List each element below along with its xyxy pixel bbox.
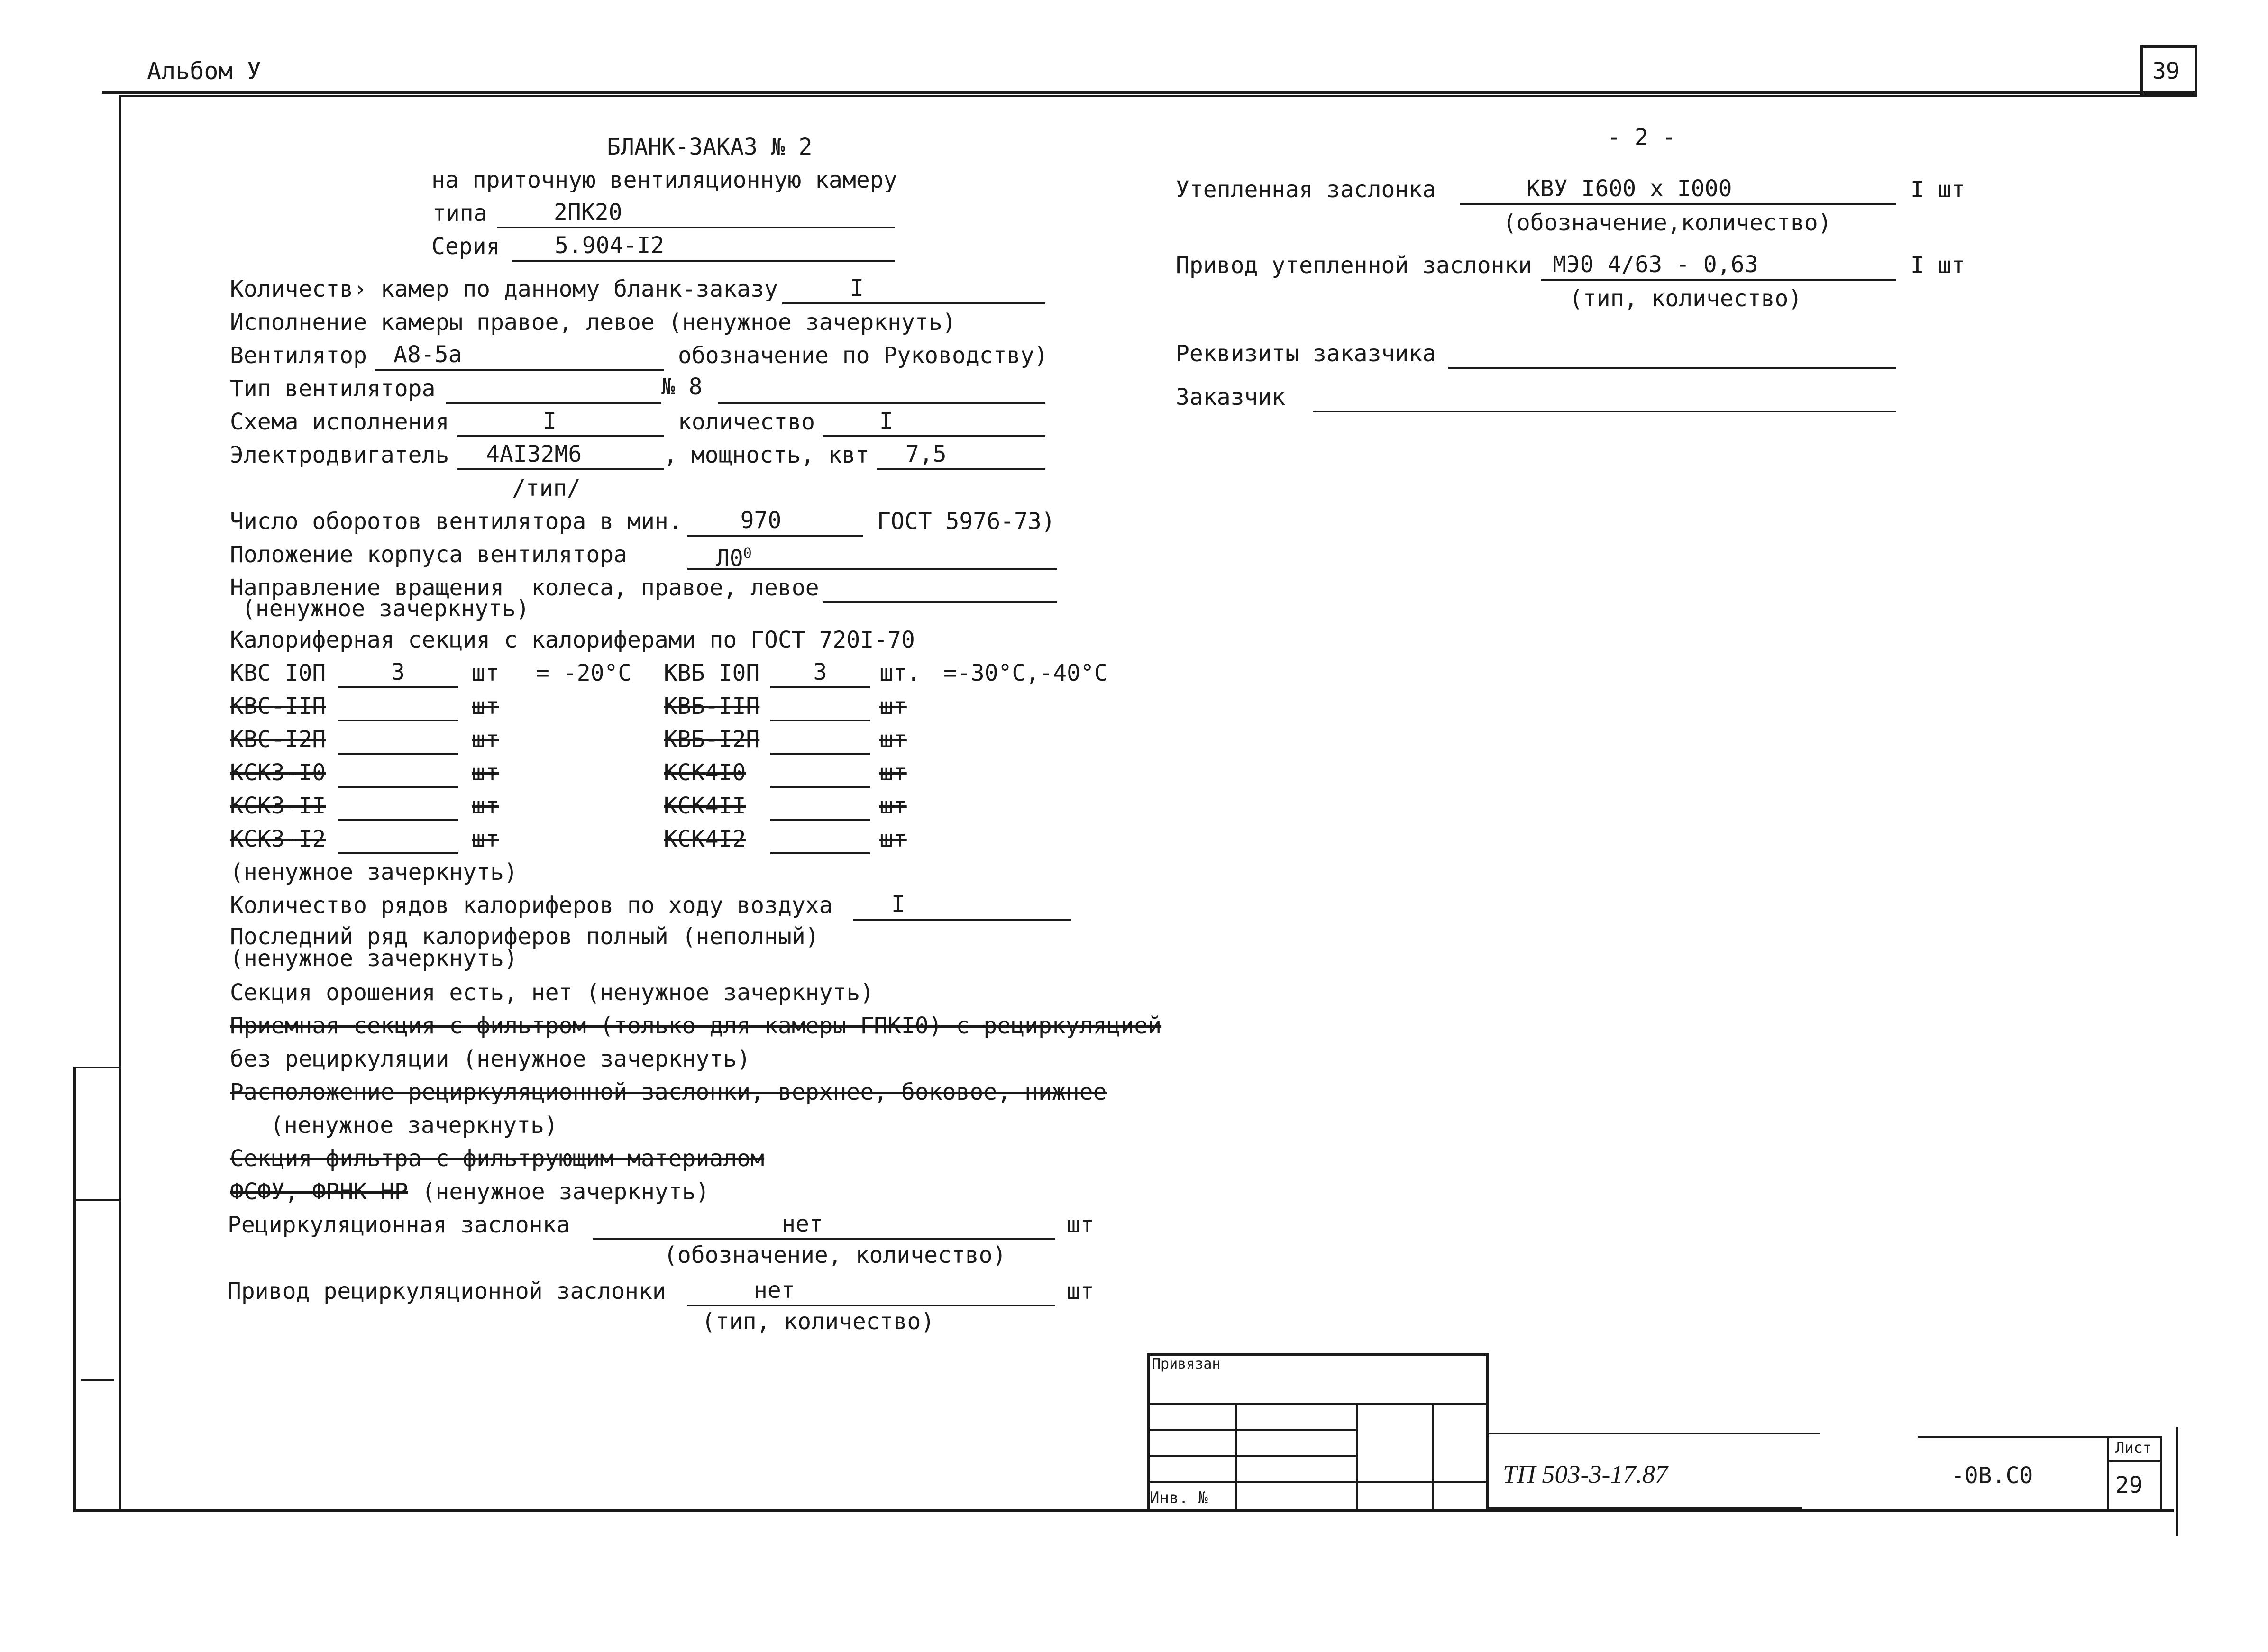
- rpm-field: [687, 507, 863, 537]
- series-field: [512, 232, 895, 262]
- fan-type-field-1: [446, 374, 661, 404]
- damper-caption: (обозначение,количество): [1503, 210, 1832, 236]
- heater-left-unit: шт: [472, 759, 499, 786]
- rpm-label: Число оборотов вентилятора в мин.: [230, 508, 682, 535]
- damper-unit: I шт: [1911, 176, 1966, 203]
- heater-right-name: КВБ I0П: [664, 660, 760, 686]
- binding-strip-tick-3: [81, 1379, 114, 1381]
- scheme-qty-value: I: [879, 408, 893, 434]
- heater-left-name: КВС I0П: [230, 660, 326, 686]
- recirc-drive-field: [687, 1277, 1055, 1306]
- housing-value: Л0: [716, 545, 743, 572]
- filter-line-2: [230, 1178, 709, 1205]
- recirc-drive-unit: шт: [1067, 1278, 1094, 1305]
- qty-field: [782, 275, 1045, 304]
- fan-label: Вентилятор: [230, 342, 367, 369]
- heater-left-unit: шт: [472, 726, 499, 753]
- motor-value: 4АI32М6: [486, 441, 582, 467]
- intake-struck-line: Приемная секция с фильтром (только для камеры ГПКI0) с рециркуляцией: [230, 1013, 1162, 1039]
- placement-struck-line: Расположение рециркуляционной заслонки, верхнее, боковое, нижнее: [230, 1079, 1107, 1105]
- heater-left-field: [338, 725, 458, 755]
- heater-label: Калориферная секция с калориферами по ГОСТ 720I-70: [230, 627, 915, 653]
- fan-note: обозначение по Руководству): [678, 342, 1048, 369]
- binding-strip-tick-2: [73, 1199, 121, 1201]
- heater-left-field: [338, 692, 458, 721]
- housing-field: [687, 540, 1057, 570]
- heater-right-field: [770, 792, 870, 821]
- stamp-vline-3: [1432, 1403, 1434, 1511]
- heater-right-unit: шт: [879, 726, 907, 753]
- page2-number: - 2 -: [1607, 124, 1676, 151]
- filter-line-2-struck: ФСФУ, ФРНК НР: [230, 1178, 408, 1205]
- rpm-value: 970: [740, 507, 782, 534]
- motor-type-caption: /тип/: [512, 475, 581, 502]
- irrigation-line: Секция орошения есть, нет (ненужное зачеркнуть): [230, 979, 874, 1006]
- heater-right-field: [770, 758, 870, 788]
- heater-left-name: КВС-I2П: [230, 726, 326, 753]
- drive-unit: I шт: [1911, 252, 1966, 279]
- binding-strip-vertical: [73, 1067, 76, 1512]
- stamp-vline-2: [1356, 1403, 1358, 1511]
- sheet-label: Лист: [2115, 1439, 2152, 1457]
- heater-left-unit: шт: [472, 693, 499, 720]
- code-lower-line: [1489, 1507, 1802, 1509]
- last-row-note: (ненужное зачеркнуть): [230, 945, 518, 972]
- placement-note: (ненужное зачеркнуть): [270, 1112, 558, 1139]
- heater-left-value: 3: [391, 659, 405, 685]
- filter-line-2-note: (ненужное зачеркнуть): [408, 1178, 710, 1205]
- heater-left-name: КСКЗ-II: [230, 793, 326, 819]
- recirc-unit: шт: [1067, 1212, 1094, 1238]
- motor-field: [457, 441, 664, 470]
- album-label: Альбом У: [147, 57, 261, 85]
- heater-left-name: КСКЗ-I2: [230, 826, 326, 852]
- stamp-attached: Привязан: [1152, 1356, 1221, 1372]
- sheet-box-divider: [2107, 1460, 2162, 1462]
- damper-value: КВУ I600 х I000: [1527, 175, 1732, 202]
- heater-right-unit: шт: [879, 793, 907, 819]
- rows-field: [853, 891, 1071, 921]
- fan-type-label: Тип вентилятора: [230, 375, 436, 402]
- heater-right-unit: шт.: [879, 660, 921, 686]
- binding-strip-tick-1: [73, 1067, 121, 1068]
- heater-right-name: КСК4II: [664, 793, 746, 819]
- heater-right-value: 3: [813, 659, 827, 685]
- qty-value: I: [850, 275, 864, 301]
- heater-right-field: [770, 825, 870, 854]
- qty-label: Количеств› камер по данному бланк-заказу: [230, 276, 778, 302]
- heater-left-field: [338, 659, 458, 688]
- customer-field: [1313, 383, 1896, 412]
- heater-right-unit: шт: [879, 759, 907, 786]
- series-value: 5.904-I2: [555, 232, 665, 259]
- recirc-field: [593, 1211, 1055, 1240]
- temp-left: = -20°С: [536, 660, 632, 686]
- frame-top-line: [119, 95, 2197, 97]
- type-value: 2ПК20: [554, 199, 622, 226]
- rows-value: I: [891, 891, 905, 918]
- damper-label: Утепленная заслонка: [1176, 176, 1436, 203]
- recirc-caption: (обозначение, количество): [664, 1242, 1006, 1269]
- fan-type-field-2: [718, 374, 1045, 404]
- customer-label: Заказчик: [1176, 384, 1286, 411]
- drive-field: [1541, 251, 1896, 281]
- heater-left-field: [338, 792, 458, 821]
- form-title: БЛАНК-ЗАКАЗ № 2: [607, 134, 813, 160]
- stamp-hline-1: [1147, 1403, 1489, 1405]
- recirc-drive-caption: (тип, количество): [702, 1308, 935, 1335]
- heater-right-name: КСК4I2: [664, 826, 746, 852]
- series-label: Серия: [431, 233, 500, 260]
- code-upper-line: [1489, 1433, 1820, 1434]
- stamp-vline-1: [1235, 1403, 1237, 1511]
- heater-left-unit: шт: [472, 660, 499, 686]
- execution-line: Исполнение камеры правое, левое (ненужное зачеркнуть): [230, 309, 956, 336]
- recirc-label: Рециркуляционная заслонка: [228, 1212, 570, 1238]
- heater-left-unit: шт: [472, 826, 499, 852]
- rotation-label: Направление вращения колеса, правое, левое: [230, 575, 819, 601]
- type-field: [497, 199, 895, 228]
- rpm-gost: ГОСТ 5976-73): [877, 508, 1055, 535]
- last-row-line: Последний ряд калориферов полный (неполный): [230, 923, 819, 950]
- motor-power-field: [877, 441, 1045, 470]
- rows-label: Количество рядов калориферов по ходу воздуха: [230, 892, 833, 919]
- housing-label: Положение корпуса вентилятора: [230, 541, 628, 568]
- recirc-drive-label: Привод рециркуляционной заслонки: [228, 1278, 666, 1305]
- motor-power-value: 7,5: [905, 441, 947, 467]
- sheet-value: 29: [2115, 1472, 2143, 1498]
- scheme-qty-label: количество: [678, 409, 815, 435]
- rotation-note: (ненужное зачеркнуть): [242, 595, 530, 622]
- frame-right-tick: [2176, 1427, 2178, 1536]
- heater-right-name: КВБ-IIП: [664, 693, 760, 720]
- drive-label: Привод утепленной заслонки: [1176, 252, 1532, 279]
- requisites-label: Реквизиты заказчика: [1176, 340, 1436, 367]
- stamp-suffix: -0В.С0: [1951, 1462, 2033, 1489]
- stamp-inv: Инв. №: [1150, 1488, 1208, 1507]
- housing-degree: 0: [743, 545, 752, 562]
- stamp-hline-4: [1147, 1481, 1489, 1483]
- motor-power-label: , мощность, квт: [664, 442, 869, 468]
- heater-left-name: КВС-IIП: [230, 693, 326, 720]
- motor-label: Электродвигатель: [230, 442, 449, 468]
- scheme-field: [457, 408, 664, 437]
- damper-field: [1460, 175, 1896, 205]
- top-border-line: [102, 91, 2197, 94]
- fan-value: А8-5а: [393, 341, 462, 368]
- heater-right-field: [770, 659, 870, 688]
- heater-left-field: [338, 758, 458, 788]
- heater-left-name: КСКЗ-I0: [230, 759, 326, 786]
- scheme-qty-field: [823, 408, 1045, 437]
- heater-right-name: КСК4I0: [664, 759, 746, 786]
- requisites-field: [1448, 339, 1896, 369]
- stamp-code: ТП 503-3-17.87: [1503, 1460, 1668, 1488]
- stamp-hline-2: [1147, 1429, 1356, 1431]
- heater-right-unit: шт: [879, 693, 907, 720]
- stamp-hline-3: [1147, 1455, 1356, 1457]
- heater-right-name: КВБ-I2П: [664, 726, 760, 753]
- recirc-value: нет: [782, 1211, 823, 1237]
- heater-left-field: [338, 825, 458, 854]
- page-corner-number: 39: [2152, 58, 2180, 84]
- temp-right: =-30°С,-40°С: [943, 660, 1108, 686]
- fan-type-num: № 8: [661, 374, 703, 400]
- recirc-drive-value: нет: [754, 1277, 795, 1304]
- frame-left-line: [119, 95, 121, 1512]
- scheme-value: I: [543, 408, 557, 434]
- fan-field: [375, 341, 664, 371]
- type-label: типа: [432, 200, 487, 227]
- suffix-upper-line: [1918, 1436, 2107, 1438]
- heater-left-unit: шт: [472, 793, 499, 819]
- frame-bottom-line: [73, 1509, 2174, 1512]
- drive-value: МЭ0 4/63 - 0,63: [1553, 251, 1758, 278]
- heater-note: (ненужное зачеркнуть): [230, 859, 518, 885]
- filter-struck-line: Секция фильтра с фильтрующим материалом: [230, 1145, 765, 1172]
- heater-right-unit: шт: [879, 826, 907, 852]
- form-subtitle: на приточную вентиляционную камеру: [431, 167, 897, 193]
- drive-caption: (тип, количество): [1569, 285, 1802, 312]
- heater-right-field: [770, 725, 870, 755]
- scheme-label: Схема исполнения: [230, 409, 449, 435]
- rotation-field: [823, 574, 1057, 603]
- intake-line-2: без рециркуляции (ненужное зачеркнуть): [230, 1046, 751, 1072]
- heater-right-field: [770, 692, 870, 721]
